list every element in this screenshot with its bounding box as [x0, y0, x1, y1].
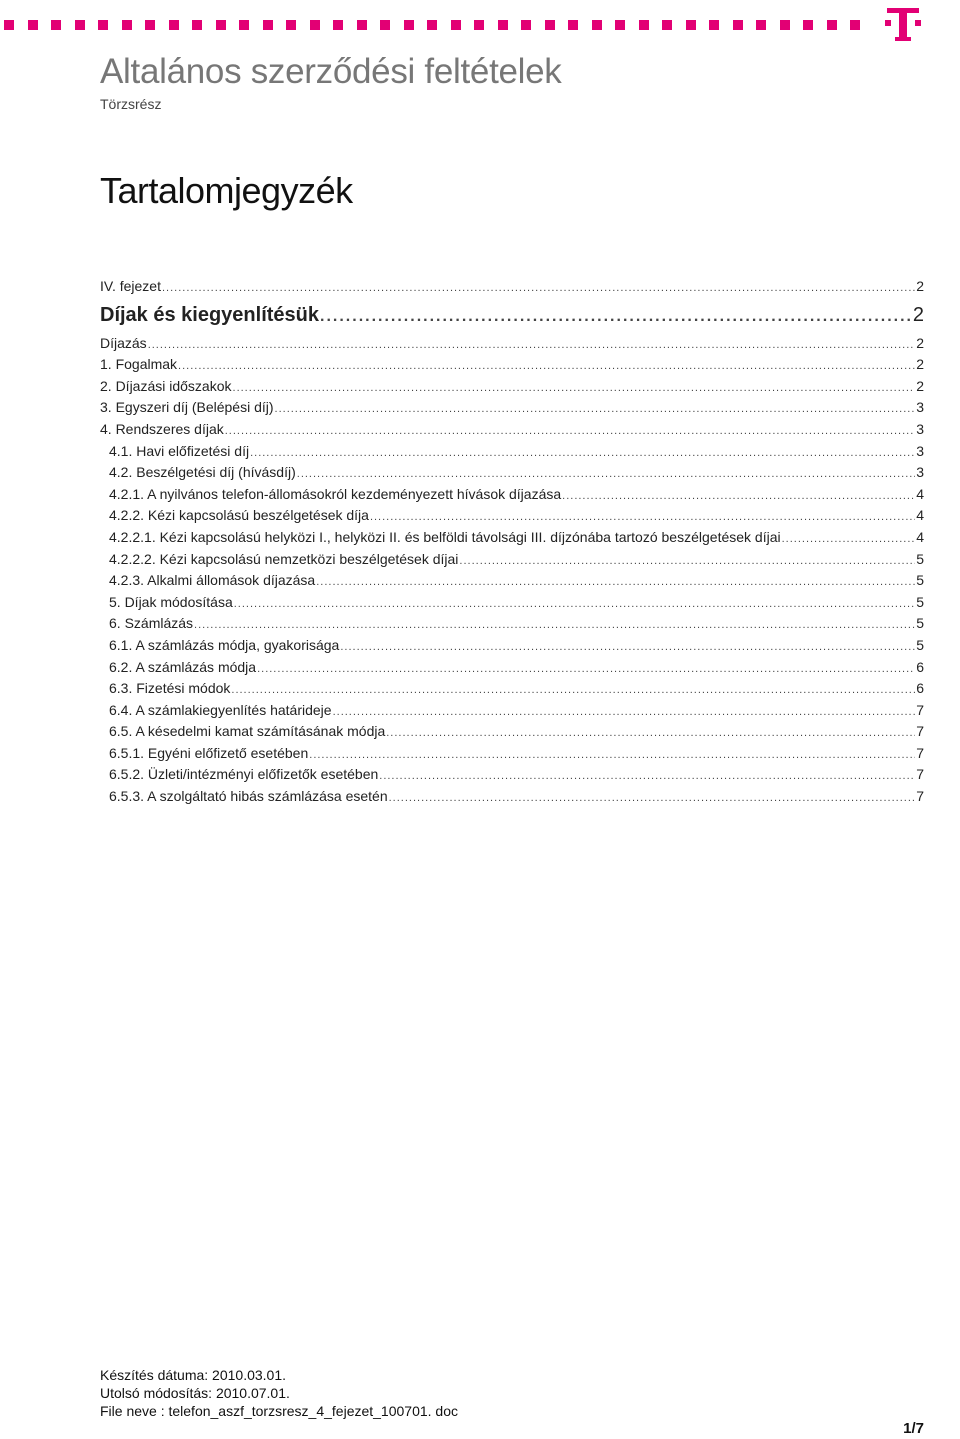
brand-dot — [709, 20, 719, 30]
toc-leader — [316, 572, 915, 594]
brand-dot — [498, 20, 508, 30]
modified-date: Utolsó módosítás: 2010.07.01. — [100, 1385, 290, 1401]
toc-entry[interactable] — [100, 376, 924, 398]
toc-entry-page: 2 — [916, 334, 924, 351]
toc-entry[interactable] — [100, 441, 924, 463]
toc-entry[interactable] — [100, 505, 924, 527]
toc-entry-page: 7 — [916, 744, 924, 761]
toc-entry-page: 3 — [916, 399, 924, 416]
brand-dot — [733, 20, 743, 30]
toc-entry-page: 5 — [916, 550, 924, 567]
brand-dot — [545, 20, 555, 30]
brand-dot — [169, 20, 179, 30]
toc-leader — [370, 507, 915, 529]
toc-leader — [233, 378, 916, 400]
brand-dot — [263, 20, 273, 30]
file-name: File neve : telefon_aszf_torzsresz_4_fejezet_100701. doc — [100, 1403, 459, 1419]
toc-entry-label: 1. Fogalmak — [100, 356, 178, 373]
toc-entry-page: 3 — [916, 420, 924, 437]
toc-entry-page: 2 — [916, 356, 924, 373]
toc-entry-page: 2 — [912, 303, 924, 326]
brand-dot — [28, 20, 38, 30]
brand-dot — [568, 20, 578, 30]
toc-entry[interactable] — [100, 764, 924, 786]
toc-leader — [162, 278, 915, 300]
toc-leader — [320, 302, 912, 332]
toc-entry[interactable] — [100, 333, 924, 355]
toc-leader — [386, 723, 915, 745]
brand-dot — [662, 20, 672, 30]
toc-entry-page: 4 — [916, 507, 924, 524]
brand-dot — [850, 20, 860, 30]
toc-entry[interactable] — [100, 570, 924, 592]
toc-leader — [782, 529, 916, 551]
toc-entry-label: 6.4. A számlakiegyenlítés határideje — [109, 701, 332, 718]
toc-entry[interactable] — [100, 484, 924, 506]
brand-dot — [451, 20, 461, 30]
brand-dot — [780, 20, 790, 30]
toc-entry-label: 3. Egyszeri díj (Belépési díj) — [100, 399, 274, 416]
toc-leader — [389, 788, 916, 810]
brand-dot — [216, 20, 226, 30]
toc-entry-label: 6.5. A késedelmi kamat számításának módja — [109, 723, 386, 740]
toc-leader — [340, 637, 915, 659]
brand-dot — [521, 20, 531, 30]
brand-dot — [427, 20, 437, 30]
toc-entry-page: 7 — [916, 723, 924, 740]
toc-entry-page: 7 — [916, 766, 924, 783]
toc-leader — [309, 745, 915, 767]
toc-entry-page: 5 — [916, 593, 924, 610]
toc-entry-page: 5 — [916, 572, 924, 589]
toc-entry[interactable] — [100, 678, 924, 700]
brand-dot — [333, 20, 343, 30]
toc-leader — [459, 551, 915, 573]
brand-dot — [4, 20, 14, 30]
toc-entry-label: 4.1. Havi előfizetési díj — [109, 442, 250, 459]
toc-entry-page: 2 — [916, 377, 924, 394]
brand-dot — [51, 20, 61, 30]
brand-dot — [98, 20, 108, 30]
toc-entry-label: 4.2.2.1. Kézi kapcsolású helyközi I., helyközi II. és belföldi távolsági III. díjzónába tartozó beszélgetések díjai — [109, 528, 781, 545]
toc-entry-label: 6.5.2. Üzleti/intézményi előfizetők esetében — [109, 766, 379, 783]
document-subtitle: Törzsrész — [100, 96, 162, 112]
toc-entry-label: 6.2. A számlázás módja — [109, 658, 257, 675]
table-of-contents — [100, 276, 924, 808]
brand-dot — [122, 20, 132, 30]
document-footer — [100, 1366, 458, 1420]
toc-entry-label: 4.2.2.2. Kézi kapcsolású nemzetközi beszélgetések díjai — [109, 550, 459, 567]
toc-entry-label: 4. Rendszeres díjak — [100, 420, 224, 437]
toc-entry-label: Díjak és kiegyenlítésük — [100, 303, 320, 326]
toc-entry[interactable] — [100, 419, 924, 441]
toc-entry[interactable] — [100, 354, 924, 376]
telekom-logo-icon — [885, 4, 921, 44]
brand-dot — [380, 20, 390, 30]
toc-entry-label: 4.2. Beszélgetési díj (hívásdíj) — [109, 464, 296, 481]
toc-entry-page: 3 — [916, 464, 924, 481]
toc-leader — [257, 659, 915, 681]
toc-entry[interactable] — [100, 743, 924, 765]
toc-leader — [231, 680, 915, 702]
toc-heading: Tartalomjegyzék — [100, 170, 353, 211]
toc-entry-label: 6.3. Fizetési módok — [109, 680, 231, 697]
toc-leader — [297, 464, 915, 486]
toc-entry-page: 4 — [916, 528, 924, 545]
toc-entry-label: 6.5.1. Egyéni előfizető esetében — [109, 744, 309, 761]
toc-entry-label: IV. fejezet — [100, 278, 161, 294]
toc-leader — [148, 335, 916, 357]
brand-dot — [639, 20, 649, 30]
toc-entry-label: 6. Számlázás — [109, 615, 194, 632]
toc-entry-page: 6 — [916, 658, 924, 675]
toc-entry[interactable] — [100, 700, 924, 722]
toc-entry[interactable] — [100, 613, 924, 635]
toc-leader — [562, 486, 915, 508]
toc-entry-page: 7 — [916, 701, 924, 718]
toc-entry[interactable] — [100, 300, 924, 330]
brand-dot-band — [0, 20, 960, 32]
toc-entry[interactable] — [100, 721, 924, 743]
created-date: Készítés dátuma: 2010.03.01. — [100, 1367, 287, 1383]
brand-dot — [239, 20, 249, 30]
toc-entry-page: 4 — [916, 485, 924, 502]
toc-entry[interactable] — [100, 549, 924, 571]
toc-entry[interactable] — [100, 592, 924, 614]
toc-entry[interactable] — [100, 397, 924, 419]
toc-leader — [225, 421, 915, 443]
toc-leader — [194, 615, 915, 637]
toc-entry-label: 5. Díjak módosítása — [109, 593, 233, 610]
brand-dot — [686, 20, 696, 30]
toc-entry[interactable] — [100, 462, 924, 484]
toc-entry-label: 6.5.3. A szolgáltató hibás számlázása esetén — [109, 788, 388, 805]
toc-entry-page: 7 — [916, 788, 924, 805]
toc-entry-label: 4.2.3. Alkalmi állomások díjazása — [109, 572, 316, 589]
page-number: 1/7 — [903, 1420, 924, 1437]
brand-dot — [357, 20, 367, 30]
toc-entry-page: 3 — [916, 442, 924, 459]
toc-entry-label: 4.2.1. A nyilvános telefon-állomásokról kezdeményezett hívások díjazása — [109, 485, 562, 502]
toc-leader — [275, 399, 916, 421]
toc-entry-label: 6.1. A számlázás módja, gyakorisága — [109, 636, 340, 653]
brand-dot — [827, 20, 837, 30]
toc-leader — [250, 443, 915, 465]
toc-entry-page: 5 — [916, 615, 924, 632]
toc-entry-page: 5 — [916, 636, 924, 653]
brand-dot — [803, 20, 813, 30]
toc-leader — [379, 766, 915, 788]
brand-dot — [192, 20, 202, 30]
toc-leader — [234, 594, 915, 616]
toc-entry-page: 6 — [916, 680, 924, 697]
toc-entry[interactable] — [100, 657, 924, 679]
brand-dot — [474, 20, 484, 30]
toc-entry-label: 4.2.2. Kézi kapcsolású beszélgetések díja — [109, 507, 369, 524]
toc-entry-label: 2. Díjazási időszakok — [100, 377, 232, 394]
brand-dot — [592, 20, 602, 30]
brand-dot — [756, 20, 766, 30]
brand-dot — [310, 20, 320, 30]
toc-entry-page: 2 — [916, 278, 924, 294]
toc-entry[interactable] — [100, 786, 924, 808]
toc-entry-label: Díjazás — [100, 334, 147, 351]
brand-dot — [404, 20, 414, 30]
brand-dot — [145, 20, 155, 30]
document-title: Altalános szerződési feltételek — [100, 52, 562, 91]
brand-dot — [615, 20, 625, 30]
toc-entry[interactable] — [100, 527, 924, 549]
toc-leader — [178, 356, 915, 378]
brand-dot — [286, 20, 296, 30]
brand-dot — [75, 20, 85, 30]
toc-leader — [333, 702, 916, 724]
toc-entry[interactable] — [100, 635, 924, 657]
toc-entry[interactable] — [100, 276, 924, 298]
